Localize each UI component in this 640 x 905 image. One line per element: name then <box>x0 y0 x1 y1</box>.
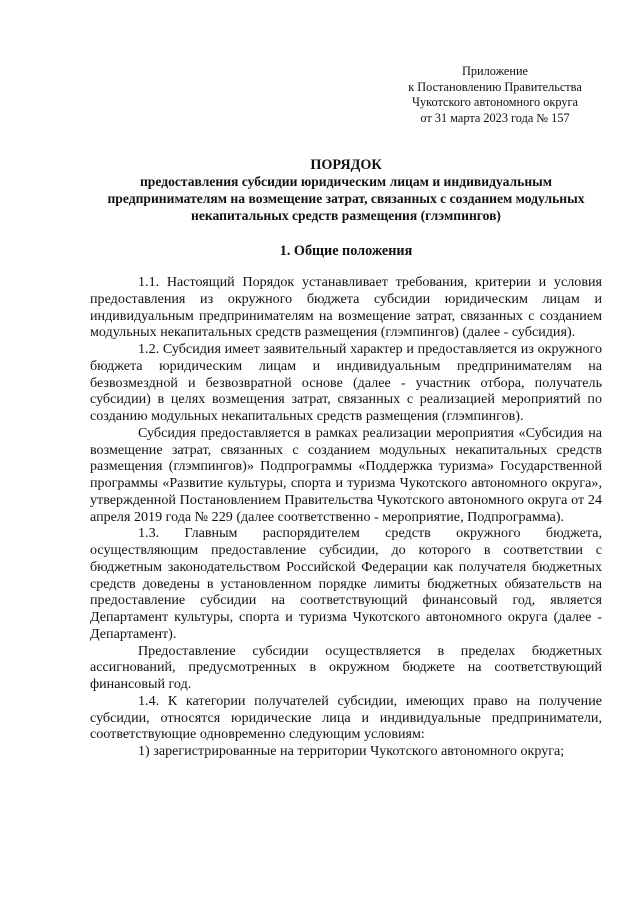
appendix-line: Приложение <box>462 64 528 78</box>
appendix-line: Чукотского автономного округа <box>412 95 578 109</box>
paragraph: 1.2. Субсидия имеет заявительный характер и предоставляется из окружного бюджета юридическим лицам и индивидуальным предпринимателям на безвозмездной и безвозвратной основе (далее - участник отбора, получатель субсидии) в целях возмещения затрат, связанных с реализацией мероприятий по созданию модульных некапитальных средств размещения (глэмпингов). <box>90 341 602 424</box>
document-body <box>90 274 602 760</box>
paragraph: 1.4. К категории получателей субсидии, имеющих право на получение субсидии, относятся юридические лица и индивидуальные предприниматели, соответствующие одновременно следующим условиям: <box>90 692 602 743</box>
paragraph: 1) зарегистрированные на территории Чукотского автономного округа; <box>138 743 565 759</box>
section-heading: 1. Общие положения <box>279 243 413 259</box>
paragraph: 1.1. Настоящий Порядок устанавливает требования, критерии и условия предоставления из окружного бюджета субсидии юридическим лицам и индивидуальным предпринимателям на возмещение затрат, связанных с созданием модульных некапитальных средств размещения (глэмпингов) (далее - субсидия). <box>90 274 602 341</box>
appendix-line: от 31 марта 2023 года № 157 <box>420 110 570 125</box>
appendix-note <box>388 64 602 126</box>
document-title <box>90 156 602 224</box>
title-main: ПОРЯДОК <box>310 157 382 173</box>
title-subtitle: предоставления субсидии юридическим лицам и индивидуальным предпринимателям на возмещение затрат, связанных с созданием модульных некапитальных средств размещения (глэмпингов) <box>107 174 585 223</box>
appendix-line: к Постановлению Правительства <box>408 79 582 94</box>
paragraph: Субсидия предоставляется в рамках реализации мероприятия «Субсидия на возмещение затрат, связанных с созданием модульных некапитальных средств размещения (глэмпингов)» Подпрограммы «Поддержка туризма» Государственной программы «Развитие культуры, спорта и туризма Чукотского автономного округа», утвержденной Постановлением Правительства Чукотского автономного округа от 24 апреля 2019 года № 229 (далее соответственно - мероприятие, Подпрограмма). <box>90 424 602 525</box>
paragraph: Предоставление субсидии осуществляется в пределах бюджетных ассигнований, предусмотренных в окружном бюджете на соответствующий финансовый год. <box>90 642 602 692</box>
paragraph: 1.3. Главным распорядителем средств окружного бюджета, осуществляющим предоставление субсидии, до которого в соответствии с бюджетным законодательством Российской Федерации как получателя бюджетных средств доведены в установленном порядке лимиты бюджетных обязательств на предоставление субсидии на соответствующий финансовый год, является Департамент культуры, спорта и туризма Чукотского автономного округа (далее - Департамент). <box>90 525 602 642</box>
